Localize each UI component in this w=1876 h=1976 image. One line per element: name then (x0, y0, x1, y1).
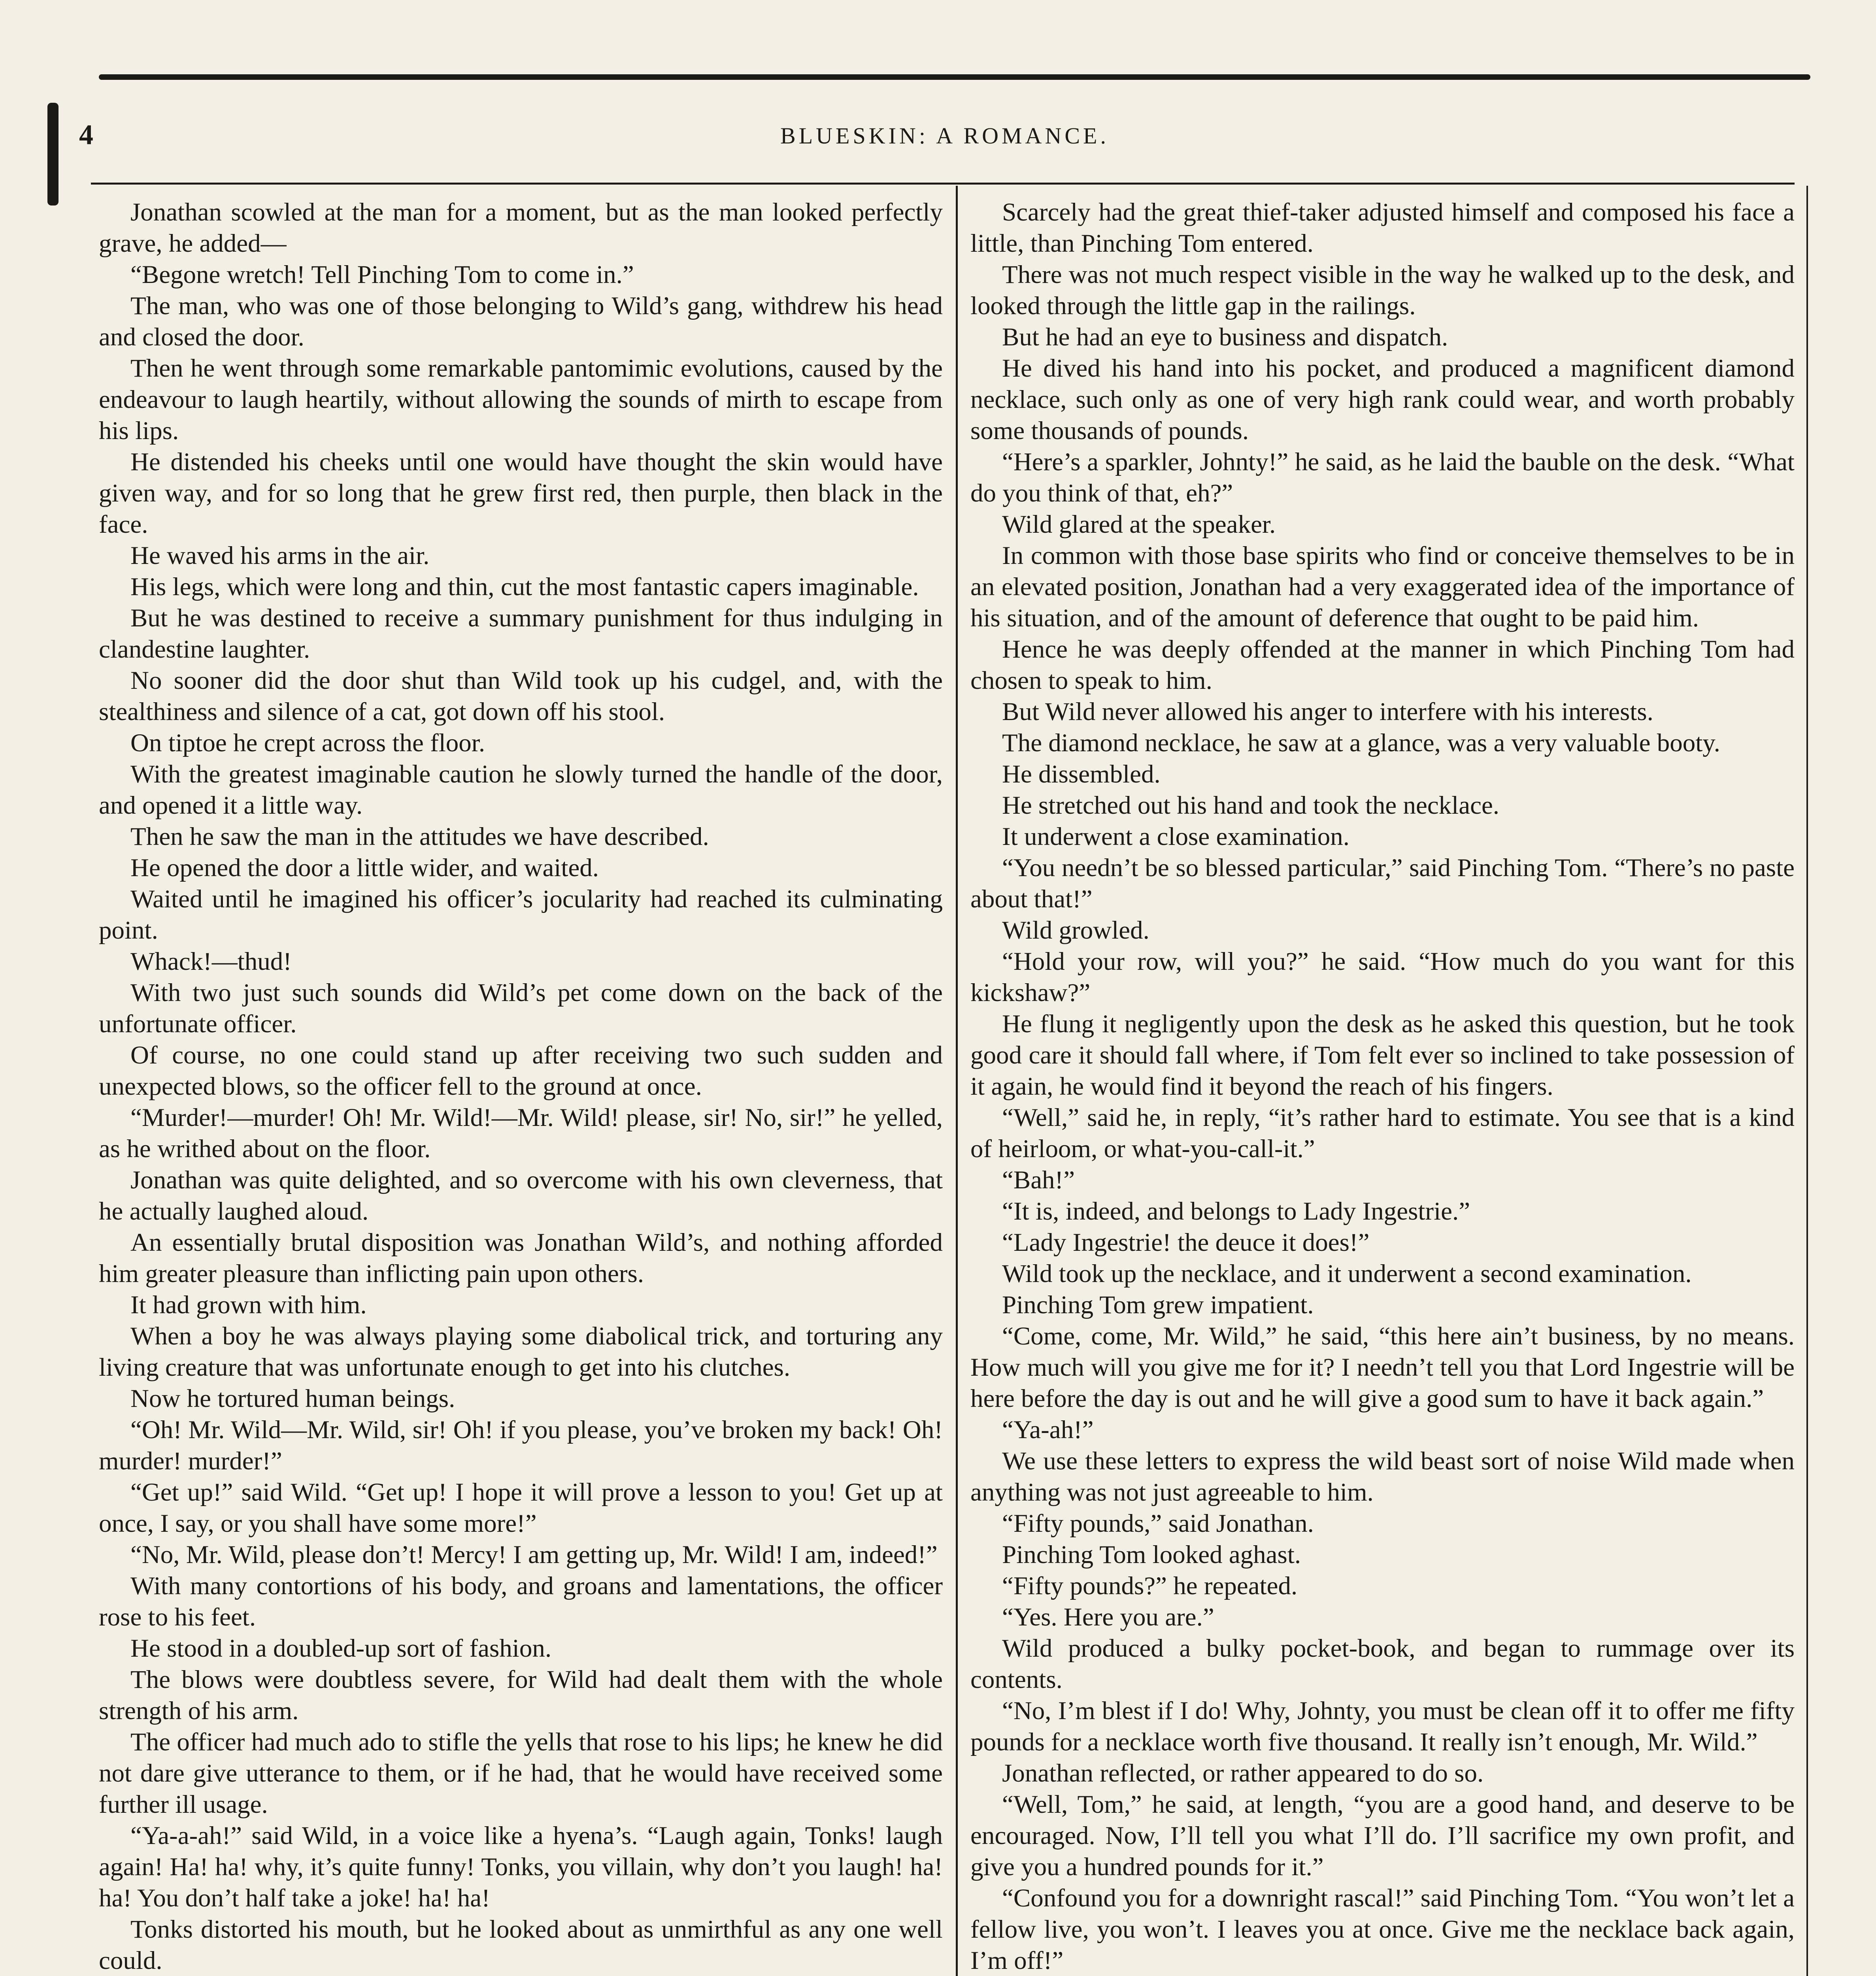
paragraph: Then he saw the man in the attitudes we have described. (130, 822, 709, 851)
paragraph: Now he tortured human beings. (130, 1384, 455, 1413)
paragraph: Wild growled. (1002, 916, 1149, 945)
paragraph: “It is, indeed, and belongs to Lady Ingestrie.” (1002, 1197, 1470, 1226)
paragraph: “No, I’m blest if I do! Why, Johnty, you must be clean off it to offer me fifty pounds for a necklace worth five thousand. It really isn’t enough, Mr. Wild.” (970, 1697, 1795, 1756)
paragraph: Wild glared at the speaker. (1002, 510, 1276, 539)
paragraph: But he was destined to receive a summary punishment for thus indulging in clandestine laughter. (99, 604, 943, 664)
paragraph: He dived his hand into his pocket, and produced a magnificent diamond necklace, such only as one of very high rank could wear, and worth probably some thousands of pounds. (970, 354, 1795, 445)
paragraph: Then he went through some remarkable pantomimic evolutions, caused by the endeavour to laugh heartily, without allowing the sounds of mirth to escape from his lips. (99, 354, 943, 445)
paragraph: “No, Mr. Wild, please don’t! Mercy! I am getting up, Mr. Wild! I am, indeed!” (130, 1540, 938, 1569)
paragraph: The officer had much ado to stifle the yells that rose to his lips; he knew he did not dare give utterance to them, or if he had, that he would have received some further ill usage. (99, 1728, 943, 1819)
paragraph: The blows were doubtless severe, for Wild had dealt them with the whole strength of his arm. (99, 1665, 943, 1725)
paragraph: He dissembled. (1002, 760, 1161, 788)
paragraph: “Begone wretch! Tell Pinching Tom to come in.” (130, 260, 634, 289)
paragraph: “Ya-a-ah!” said Wild, in a voice like a hyena’s. “Laugh again, Tonks! laugh again! Ha! ha! why, it’s quite funny! Tonks, you villain, why don’t you laugh! ha! ha! You don’t half take a joke! ha! ha! (99, 1821, 943, 1912)
paragraph: But he had an eye to business and dispatch. (1002, 323, 1448, 351)
paragraph: With two just such sounds did Wild’s pet come down on the back of the unfortunate officer. (99, 979, 943, 1038)
paragraph: Wild took up the necklace, and it underwent a second examination. (1002, 1260, 1692, 1288)
paragraph: He opened the door a little wider, and waited. (130, 854, 599, 882)
paragraph: “Hold your row, will you?” he said. “How much do you want for this kickshaw?” (970, 947, 1795, 1007)
right-column-body (970, 197, 1795, 1976)
paragraph: Hence he was deeply offended at the manner in which Pinching Tom had chosen to speak to him. (970, 635, 1795, 695)
paragraph: His legs, which were long and thin, cut the most fantastic capers imaginable. (130, 573, 919, 601)
paragraph: The man, who was one of those belonging to Wild’s gang, withdrew his head and closed the door. (99, 292, 943, 351)
paragraph: “Oh! Mr. Wild—Mr. Wild, sir! Oh! if you please, you’ve broken my back! Oh! murder! murder!” (99, 1416, 943, 1475)
paragraph: Whack!—thud! (130, 947, 292, 976)
paragraph: “Well, Tom,” he said, at length, “you are a good hand, and deserve to be encouraged. Now, I’ll tell you what I’ll do. I’ll sacrifice my own profit, and give you a hundred pounds for it.” (970, 1790, 1795, 1881)
column-divider (956, 186, 958, 1976)
paragraph: “Confound you for a downright rascal!” said Pinching Tom. “You won’t let a fellow live, you won’t. I leaves you at once. Give me the necklace back again, I’m off!” (970, 1884, 1795, 1975)
paragraph: Jonathan scowled at the man for a moment, but as the man looked perfectly grave, he added— (99, 198, 943, 258)
paragraph: “Fifty pounds,” said Jonathan. (1002, 1509, 1314, 1538)
paragraph: With the greatest imaginable caution he slowly turned the handle of the door, and opened it a little way. (99, 760, 943, 820)
paragraph: When a boy he was always playing some diabolical trick, and torturing any living creature that was unfortunate enough to get into his clutches. (99, 1322, 943, 1382)
paragraph: We use these letters to express the wild beast sort of noise Wild made when anything was not just agreeable to him. (970, 1447, 1795, 1507)
paragraph: Wild produced a bulky pocket-book, and began to rummage over its contents. (970, 1634, 1795, 1694)
paragraph: Pinching Tom grew impatient. (1002, 1291, 1314, 1319)
paragraph: No sooner did the door shut than Wild took up his cudgel, and, with the stealthiness and silence of a cat, got down off his stool. (99, 666, 943, 726)
page-header (79, 115, 1810, 162)
paragraph: Of course, no one could stand up after receiving two such sudden and unexpected blows, so the officer fell to the ground at once. (99, 1041, 943, 1101)
paragraph: “Fifty pounds?” he repeated. (1002, 1572, 1298, 1600)
paragraph: “Come, come, Mr. Wild,” he said, “this here ain’t business, by no means. How much will you give me for it? I needn’t tell you that Lord Ingestrie will be here before the day is out and he will give a good sum to have it back again.” (970, 1322, 1795, 1413)
paragraph: Jonathan was quite delighted, and so overcome with his own cleverness, that he actually laughed aloud. (99, 1166, 943, 1226)
paragraph: “Murder!—murder! Oh! Mr. Wild!—Mr. Wild! please, sir! No, sir!” he yelled, as he writhed about on the floor. (99, 1103, 943, 1163)
paragraph: He waved his arms in the air. (130, 541, 430, 570)
paragraph: “Ya-ah!” (1002, 1416, 1094, 1444)
right-frame-rule (1806, 186, 1808, 1976)
paragraph: Pinching Tom looked aghast. (1002, 1540, 1301, 1569)
paragraph: But Wild never allowed his anger to interfere with his interests. (1002, 698, 1653, 726)
paragraph: “Here’s a sparkler, Johnty!” he said, as he laid the bauble on the desk. “What do you think of that, eh?” (970, 448, 1795, 507)
paragraph: Scarcely had the great thief-taker adjusted himself and composed his face a little, than Pinching Tom entered. (970, 198, 1795, 258)
paragraph: It had grown with him. (130, 1291, 367, 1319)
paragraph: There was not much respect visible in the way he walked up to the desk, and looked through the little gap in the railings. (970, 260, 1795, 320)
paragraph: He flung it negligently upon the desk as he asked this question, but he took good care it should fall where, if Tom felt ever so inclined to take possession of it again, he would find it beyond the reach of his fingers. (970, 1010, 1795, 1101)
paragraph: “Get up!” said Wild. “Get up! I hope it will prove a lesson to you! Get up at once, I say, or you shall have some more!” (99, 1478, 943, 1538)
paragraph: He stretched out his hand and took the necklace. (1002, 791, 1500, 820)
page-number: 4 (79, 119, 93, 151)
paragraph: The diamond necklace, he saw at a glance, was a very valuable booty. (1002, 729, 1720, 757)
paragraph: “Bah!” (1002, 1166, 1075, 1194)
right-column (970, 197, 1795, 1976)
paragraph: On tiptoe he crept across the floor. (130, 729, 485, 757)
paragraph: Waited until he imagined his officer’s jocularity had reached its culminating point. (99, 885, 943, 945)
paragraph: It underwent a close examination. (1002, 822, 1349, 851)
margin-mark (47, 103, 59, 206)
running-title: BLUESKIN: A ROMANCE. (780, 123, 1109, 149)
header-rule (91, 183, 1795, 185)
paragraph: In common with those base spirits who find or conceive themselves to be in an elevated position, Jonathan had a very exaggerated idea of the importance of his situation, and of the amount of deference that ought to be paid him. (970, 541, 1795, 632)
paragraph: “Yes. Here you are.” (1002, 1603, 1214, 1631)
paragraph: “Lady Ingestrie! the deuce it does!” (1002, 1228, 1370, 1257)
paragraph: With many contortions of his body, and groans and lamentations, the officer rose to his feet. (99, 1572, 943, 1631)
paragraph: “Well,” said he, in reply, “it’s rather hard to estimate. You see that is a kind of heirloom, or what-you-call-it.” (970, 1103, 1795, 1163)
top-border-rule (99, 74, 1810, 80)
left-column (99, 197, 943, 1976)
paragraph: He stood in a doubled-up sort of fashion. (130, 1634, 552, 1663)
paragraph: Tonks distorted his mouth, but he looked about as unmirthful as any one well could. (99, 1915, 943, 1975)
left-column-body (99, 197, 943, 1976)
paragraph: He distended his cheeks until one would have thought the skin would have given way, and for so long that he grew first red, then purple, then black in the face. (99, 448, 943, 539)
paragraph: Jonathan reflected, or rather appeared to do so. (1002, 1759, 1484, 1787)
paragraph: “You needn’t be so blessed particular,” said Pinching Tom. “There’s no paste about that!” (970, 854, 1795, 913)
paragraph: An essentially brutal disposition was Jonathan Wild’s, and nothing afforded him greater pleasure than inflicting pain upon others. (99, 1228, 943, 1288)
